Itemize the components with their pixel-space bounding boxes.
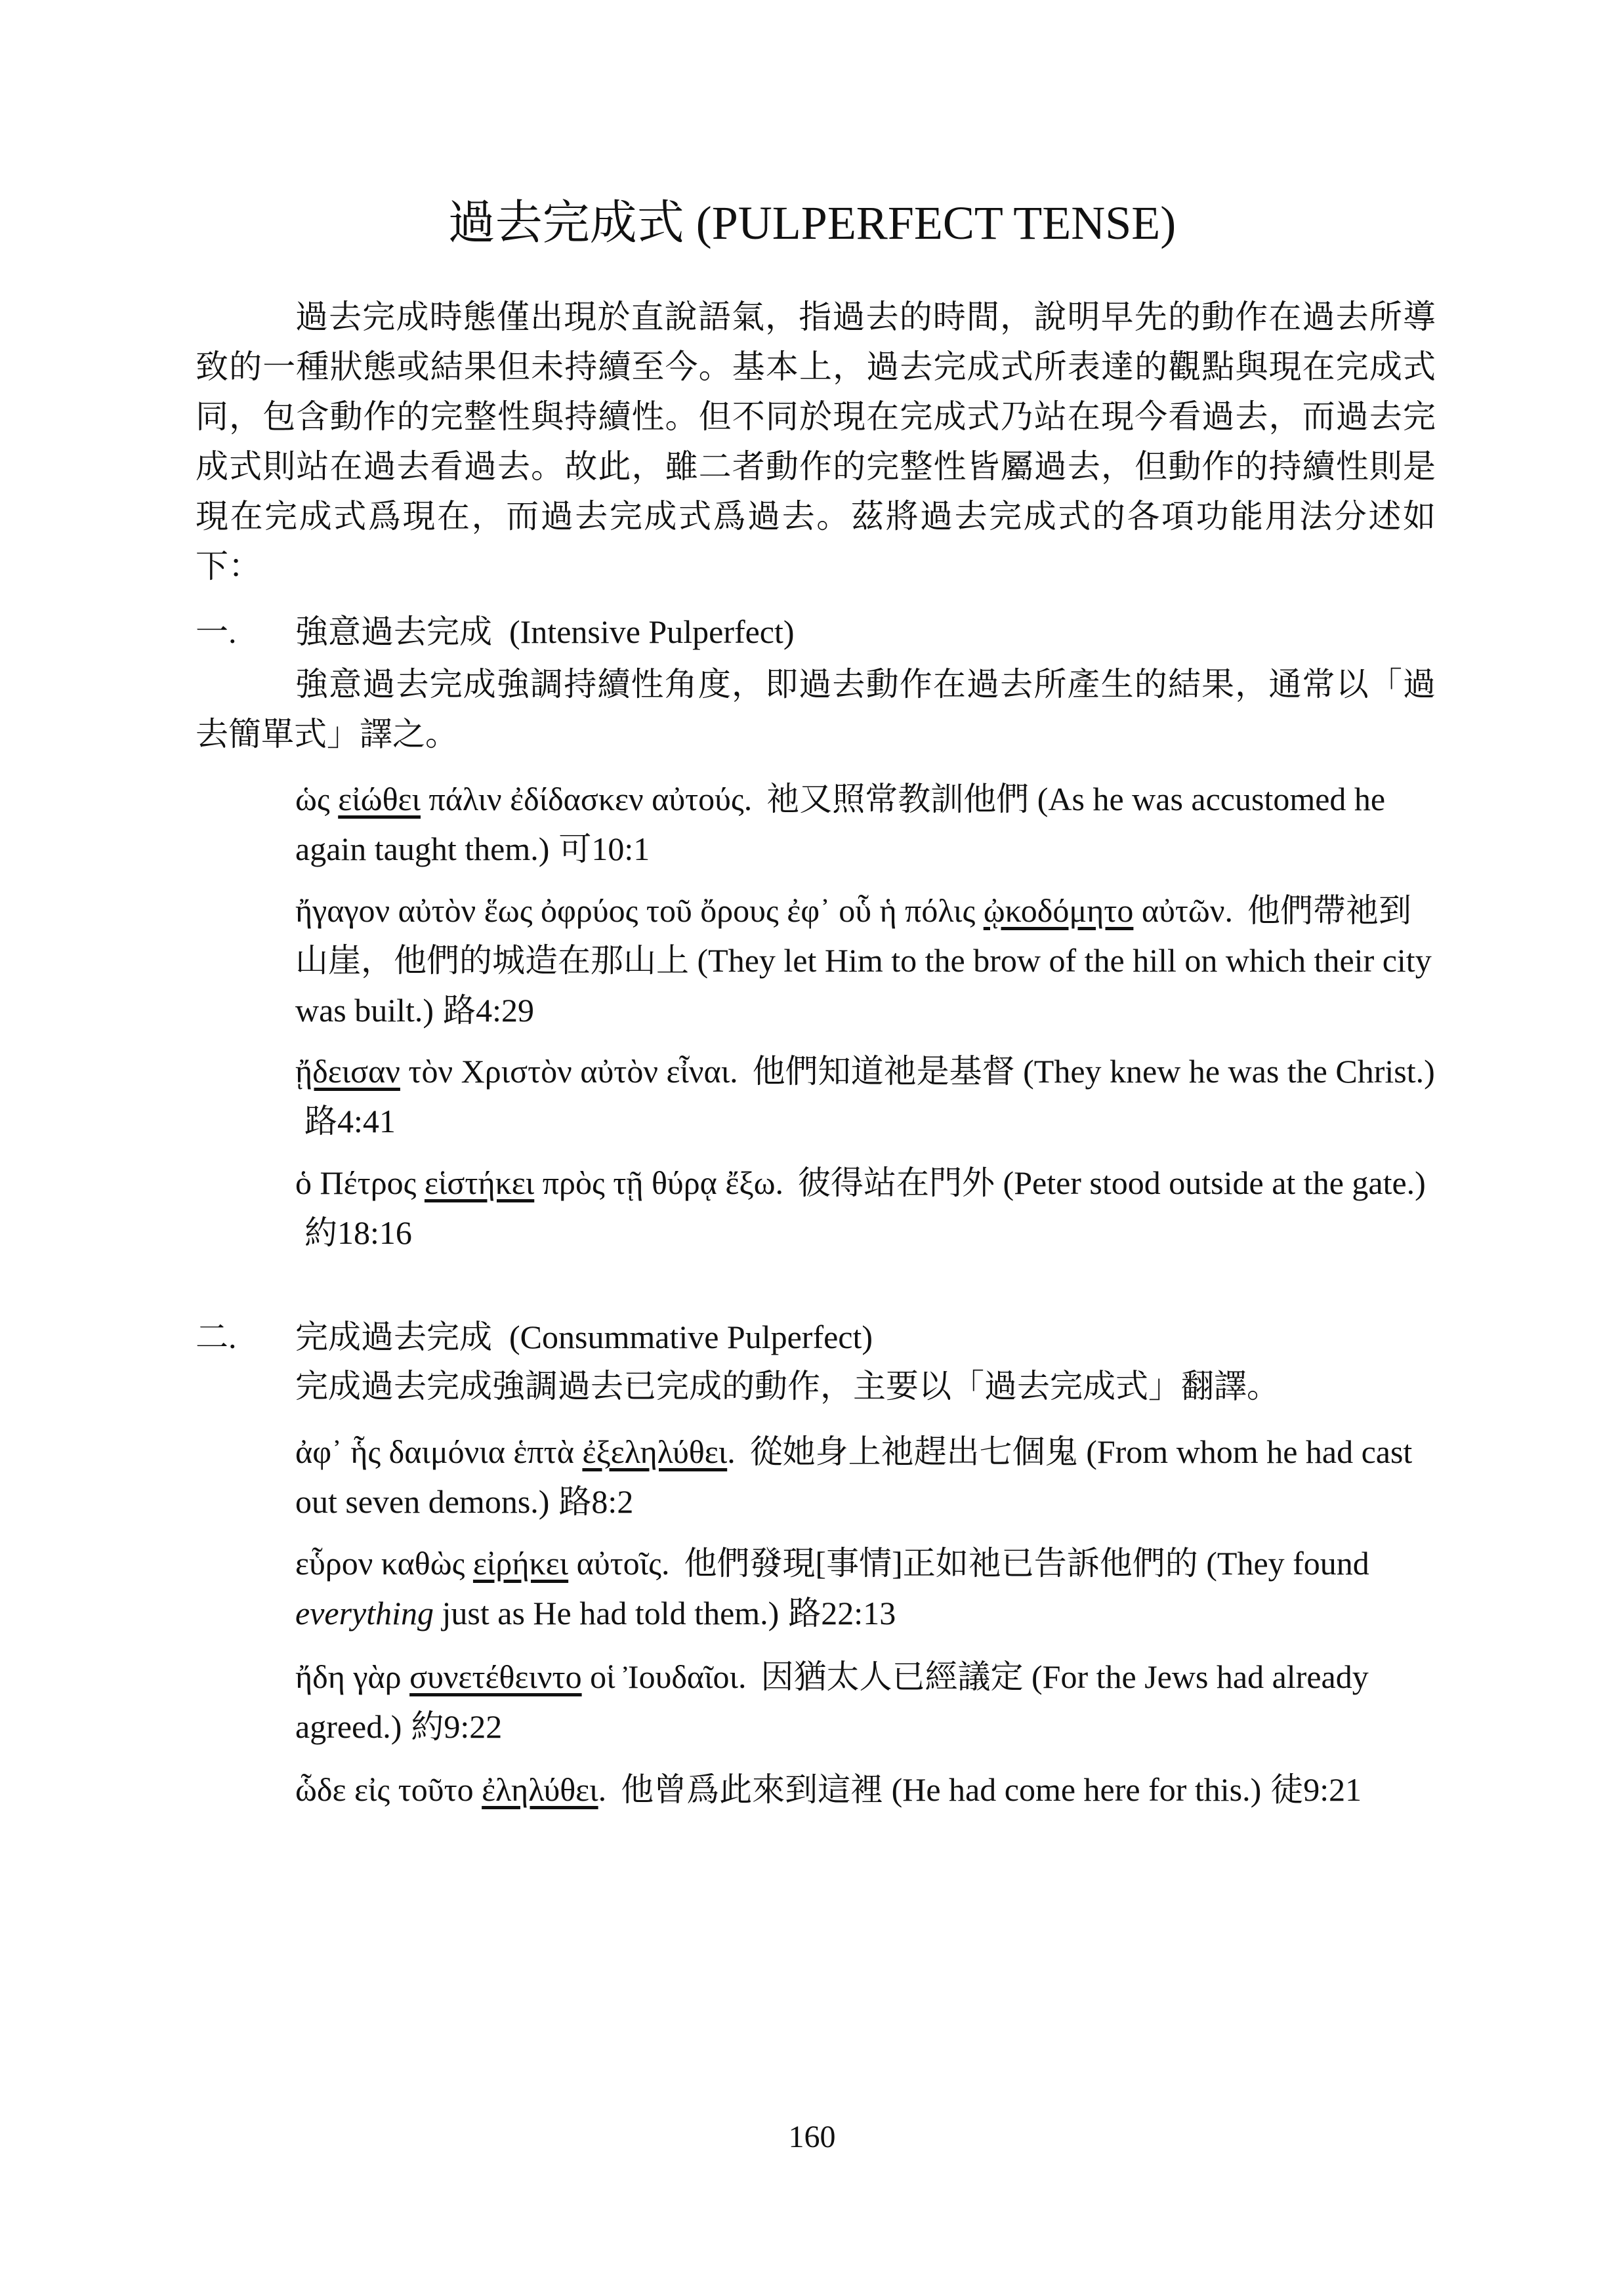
section-title-en: (Intensive Pulperfect) [509, 613, 795, 650]
greek-verb: ἐξεληλύθει [582, 1433, 728, 1470]
english-translation: (He had come here for this.) [891, 1771, 1262, 1808]
greek-text: αὐτοῖς. [568, 1545, 670, 1582]
verse-reference: 路4:41 [304, 1103, 396, 1139]
section-title-en: (Consummative Pulperfect) [509, 1319, 873, 1355]
example-acts-9-21 [295, 1765, 1437, 1814]
section-title-zh: 完成過去完成 [295, 1319, 492, 1355]
english-translation: (They let Him to the brow of the hill on which their city was built.) [295, 942, 1432, 1029]
greek-text: εὗρον καθὼς [295, 1545, 473, 1582]
greek-text: ἤγαγον αὐτὸν ἕως ὀφρύος τοῦ ὄρους ἐφ᾽ οὗ ἡ πόλις [295, 892, 984, 929]
verse-reference: 路22:13 [788, 1595, 896, 1631]
chinese-translation: 彼得站在門外 [798, 1164, 995, 1201]
english-translation: (As he was accustomed he again taught them.) [295, 781, 1386, 867]
example-mark-10-1 [295, 774, 1437, 874]
english-emphasis: everything [295, 1595, 434, 1631]
greek-text: . [598, 1771, 607, 1808]
section-heading-consummative [196, 1312, 873, 1362]
verse-reference: 路4:29 [443, 992, 534, 1029]
greek-verb: εἱστήκει [424, 1164, 535, 1201]
verse-reference: 約18:16 [304, 1214, 412, 1251]
chinese-translation: 因猶太人已經議定 [760, 1658, 1024, 1695]
section-number: 二. [196, 1319, 237, 1355]
page-number: 160 [788, 2120, 836, 2154]
greek-text: ὁ Πέτρος [295, 1164, 425, 1201]
greek-text: ὧδε εἰς τοῦτο [295, 1771, 482, 1808]
section-description: 強意過去完成強調持續性角度，即過去動作在過去所產生的結果，通常以「過去簡單式」譯之。 [196, 666, 1436, 752]
greek-verb: ᾔδεισαν [295, 1053, 400, 1090]
greek-text: πάλιν ἐδίδασκεν αὐτούς. [420, 781, 753, 817]
english-translation: (Peter stood outside at the gate.) [1003, 1164, 1426, 1201]
greek-text: τὸν Χριστὸν αὐτὸν εἶναι. [400, 1053, 738, 1090]
section-description: 完成過去完成強調過去已完成的動作，主要以「過去完成式」翻譯。 [295, 1368, 1280, 1404]
english-translation: (They knew he was the Christ.) [1023, 1053, 1435, 1090]
chinese-translation: 從她身上祂趕出七個鬼 [749, 1433, 1078, 1470]
english-translation: (They found [1206, 1545, 1369, 1582]
greek-verb: εἰώθει [338, 781, 421, 817]
greek-verb: εἰρήκει [472, 1545, 569, 1582]
example-luke-8-2 [295, 1427, 1437, 1527]
greek-verb: συνετέθειντο [409, 1658, 582, 1695]
section-heading-intensive [196, 607, 795, 657]
english-translation: (From whom he had cast out seven demons.) [295, 1433, 1413, 1520]
english-translation: just as He had told them.) [434, 1595, 780, 1631]
greek-text: ἀφ᾽ ἧς δαιμόνια ἑπτὰ [295, 1433, 583, 1470]
example-luke-22-13 [295, 1538, 1437, 1638]
section-title-zh: 強意過去完成 [295, 613, 492, 650]
verse-reference: 路8:2 [558, 1483, 634, 1520]
chinese-translation: 他們帶祂到山崖，他們的城造在那山上 [295, 892, 1411, 979]
page-title: 過去完成式 (PULPERFECT TENSE) [448, 197, 1176, 249]
greek-text: . [727, 1433, 736, 1470]
greek-text: οἱ Ἰουδαῖοι. [581, 1658, 747, 1695]
chinese-translation: 他曾爲此來到這裡 [621, 1771, 884, 1808]
english-translation: (For the Jews had already agreed.) [295, 1658, 1369, 1745]
greek-text: ὡς [295, 781, 339, 817]
section-number: 一. [196, 613, 237, 650]
chinese-translation: 他們知道祂是基督 [752, 1053, 1015, 1090]
chinese-translation: 他們發現[事情]正如祂已告訴他們的 [684, 1545, 1198, 1582]
greek-text: πρὸς τῇ θύρᾳ ἔξω. [534, 1164, 784, 1201]
verse-reference: 約9:22 [411, 1708, 503, 1745]
greek-verb: ᾠκοδόμητο [983, 892, 1134, 929]
example-luke-4-41 [295, 1046, 1437, 1146]
example-john-9-22 [295, 1652, 1437, 1752]
verse-reference: 徒9:21 [1270, 1771, 1362, 1808]
greek-text: ἤδη γὰρ [295, 1658, 410, 1695]
intro-paragraph: 過去完成時態僅出現於直說語氣，指過去的時間，說明早先的動作在過去所導致的一種狀態或結果但未持續至今。基本上，過去完成式所表達的觀點與現在完成式同，包含動作的完整性與持續性。但不同於現在完成式乃站在現今看過去，而過去完成式則站在過去看過去。故此，雖二者動作的完整性皆屬過去，但動作的持續性則是現在完成式爲現在，而過去完成式爲過去。茲將過去完成式的各項功能用法分述如下： [196, 298, 1436, 584]
verse-reference: 可10:1 [558, 830, 650, 867]
example-john-18-16 [295, 1158, 1437, 1258]
example-luke-4-29 [295, 886, 1437, 1035]
chinese-translation: 祂又照常教訓他們 [766, 781, 1030, 817]
greek-verb: ἐληλύθει [482, 1771, 598, 1808]
greek-text: αὐτῶν. [1133, 892, 1233, 929]
